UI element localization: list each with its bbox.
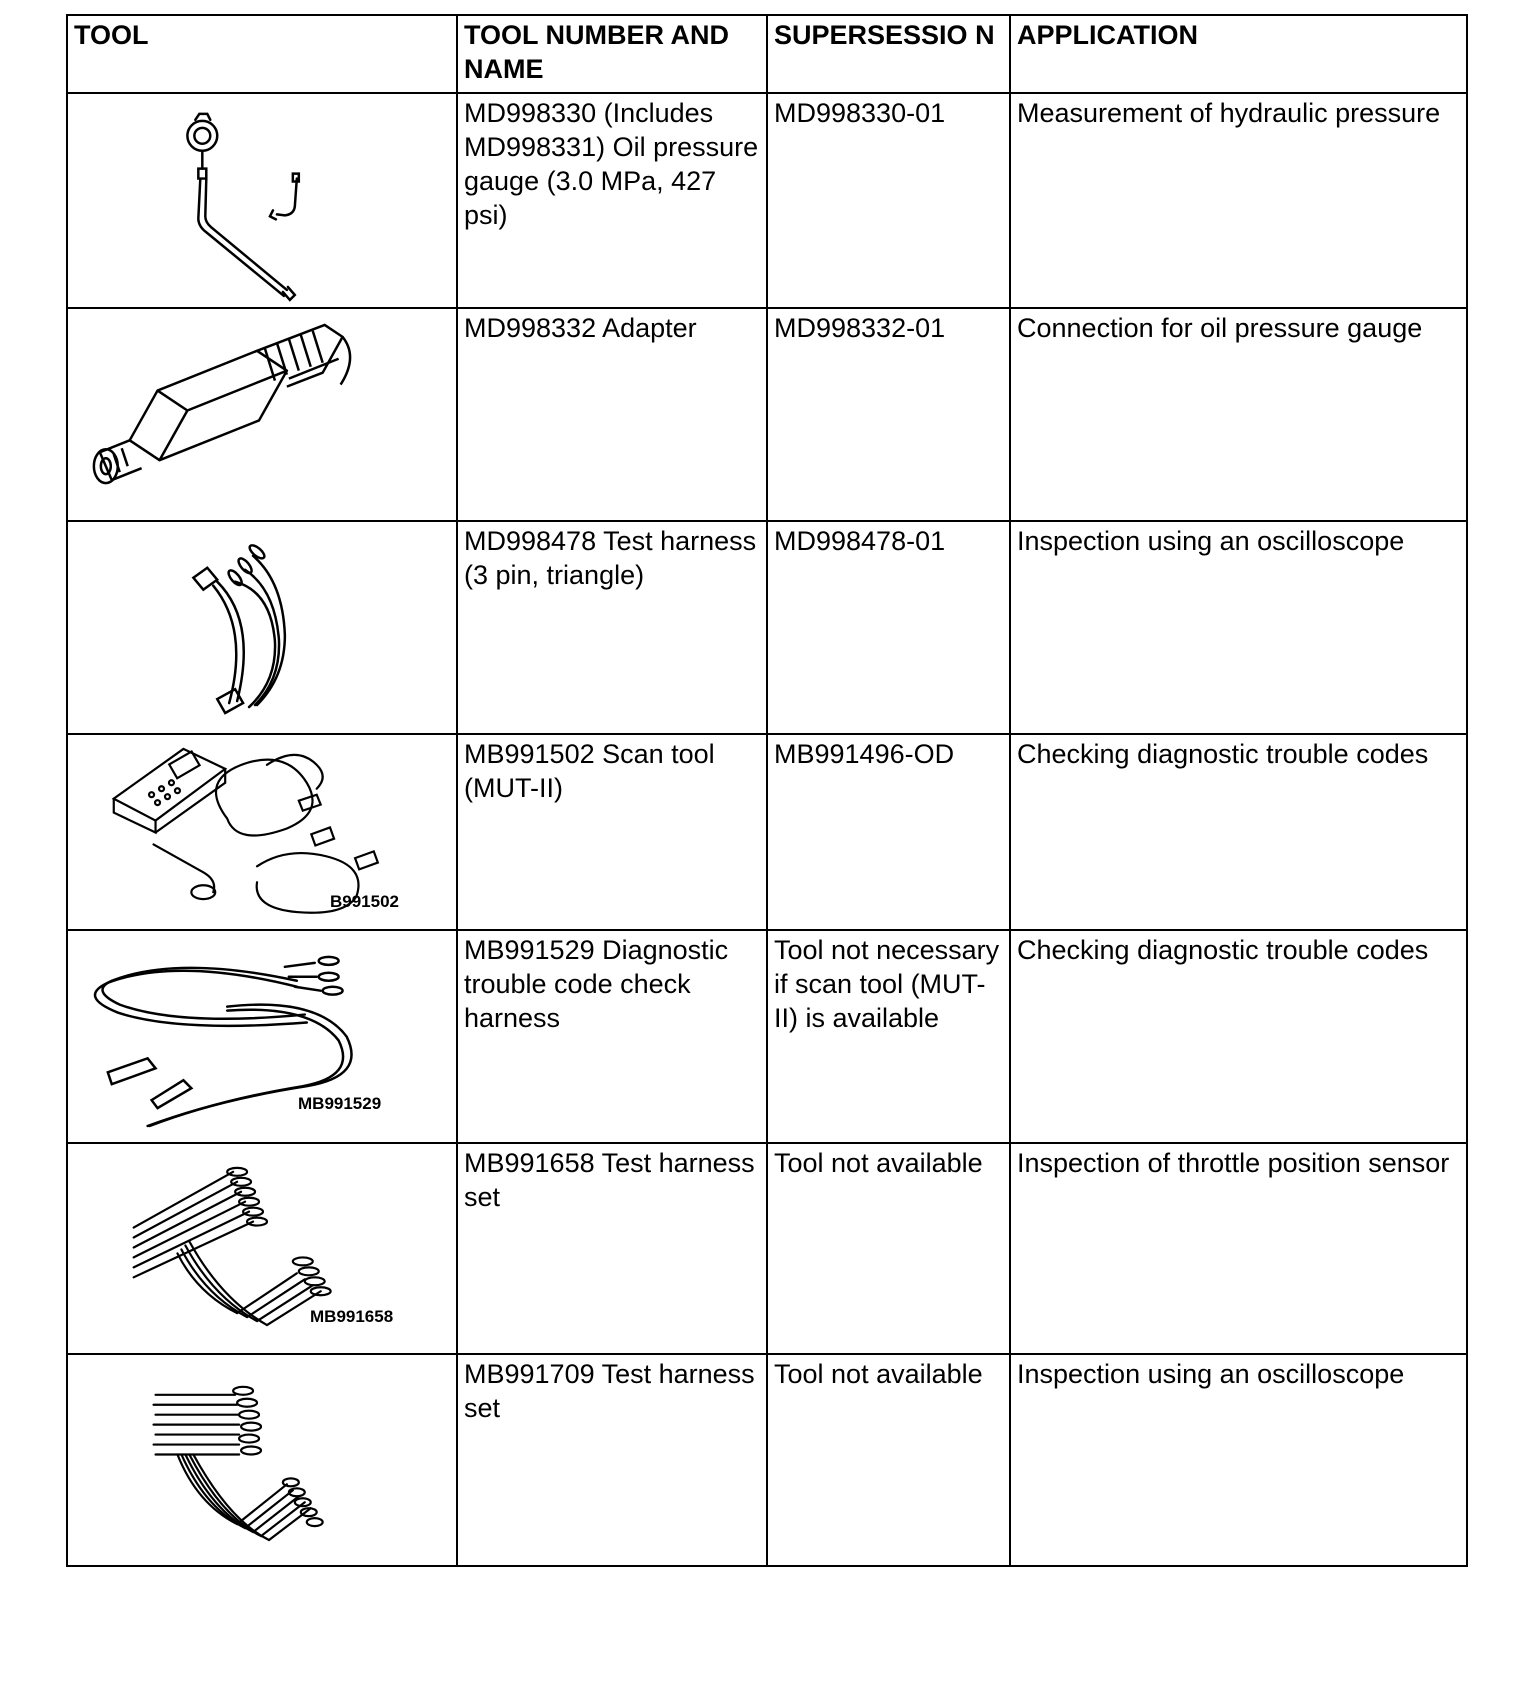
tool-number-and-name: MD998332 Adapter (457, 308, 767, 521)
tool-number-and-name: MB991529 Diagnostic trouble code check harness (457, 930, 767, 1143)
table-row (67, 93, 1467, 308)
application: Inspection using an oscilloscope (1010, 1354, 1467, 1567)
table-row (67, 1354, 1467, 1567)
application: Connection for oil pressure gauge (1010, 308, 1467, 521)
application: Checking diagnostic trouble codes (1010, 930, 1467, 1143)
tool-image-code: MB991529 (298, 1093, 382, 1113)
tool-image-cell (67, 1143, 457, 1354)
application: Inspection using an oscilloscope (1010, 521, 1467, 734)
supersession: MD998332-01 (767, 308, 1010, 521)
tool-image-cell (67, 93, 457, 308)
table-row (67, 1143, 1467, 1354)
table-row (67, 734, 1467, 930)
table-row (67, 308, 1467, 521)
special-tools-table (66, 14, 1468, 1567)
header-supersession: SUPERSESSIO N (767, 15, 1010, 93)
adapter-icon (68, 309, 456, 520)
tool-image-cell (67, 1354, 457, 1567)
tool-number-and-name: MB991658 Test harness set (457, 1143, 767, 1354)
harness-set-large-icon (68, 1355, 456, 1566)
header-tool-number-and-name: TOOL NUMBER AND NAME (457, 15, 767, 93)
application: Measurement of hydraulic pressure (1010, 93, 1467, 308)
tool-image-cell (67, 734, 457, 930)
supersession: Tool not necessary if scan tool (MUT-II) is available (767, 930, 1010, 1143)
tool-number-and-name: MD998478 Test harness (3 pin, triangle) (457, 521, 767, 734)
tool-image-cell (67, 308, 457, 521)
check-harness-icon (68, 931, 456, 1142)
header-tool: TOOL (67, 15, 457, 93)
tool-number-and-name: MB991709 Test harness set (457, 1354, 767, 1567)
header-row (67, 15, 1467, 93)
tool-image-cell (67, 521, 457, 734)
supersession: MD998330-01 (767, 93, 1010, 308)
supersession: Tool not available (767, 1143, 1010, 1354)
supersession: MD998478-01 (767, 521, 1010, 734)
table-row (67, 930, 1467, 1143)
tool-image-cell (67, 930, 457, 1143)
application: Checking diagnostic trouble codes (1010, 734, 1467, 930)
supersession: Tool not available (767, 1354, 1010, 1567)
harness-set-icon (68, 1144, 456, 1353)
tool-image-code: B991502 (330, 891, 400, 911)
oil-pressure-gauge-icon (68, 94, 456, 307)
tool-number-and-name: MB991502 Scan tool (MUT-II) (457, 734, 767, 930)
application: Inspection of throttle position sensor (1010, 1143, 1467, 1354)
supersession: MB991496-OD (767, 734, 1010, 930)
test-harness-icon (68, 522, 456, 733)
table-row (67, 521, 1467, 734)
header-application: APPLICATION (1010, 15, 1467, 93)
tool-number-and-name: MD998330 (Includes MD998331) Oil pressure gauge (3.0 MPa, 427 psi) (457, 93, 767, 308)
tool-image-code: MB991658 (310, 1306, 394, 1326)
